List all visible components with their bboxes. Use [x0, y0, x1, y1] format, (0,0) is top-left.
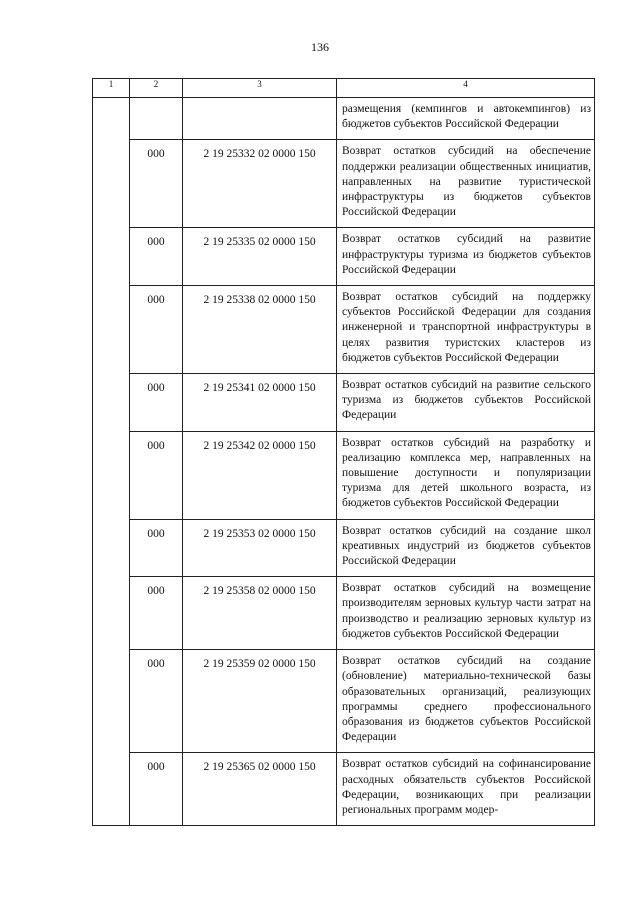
description-cell: Возврат остатков субсидий на разработку и реализацию комплекса мер, направленных на повышение доступности и популяризации туризма для детей школьного возраста, из бюджетов субъектов Российской Федерации [337, 431, 595, 519]
admin-code-cell: 000 [130, 140, 183, 228]
kbk-code-cell: 2 19 25335 02 0000 150 [183, 228, 337, 286]
admin-code-cell: 000 [130, 519, 183, 577]
column-header-row [93, 79, 595, 98]
admin-code-cell: 000 [130, 228, 183, 286]
continuation-row [93, 98, 595, 140]
description-cell: Возврат остатков субсидий на поддержку субъектов Российской Федерации для создания инженерной и транспортной инфраструктуры в целях развития туристских кластеров из бюджетов субъектов Российской Федерации [337, 286, 595, 374]
table-row [93, 753, 595, 826]
kbk-code-cell: 2 19 25341 02 0000 150 [183, 374, 337, 432]
description-cell: Возврат остатков субсидий на создание школ креативных индустрий из бюджетов субъектов Российской Федерации [337, 519, 595, 577]
table-body [93, 79, 595, 826]
admin-code-cell [130, 98, 183, 140]
admin-code-cell: 000 [130, 577, 183, 650]
description-cell: Возврат остатков субсидий на развитие сельского туризма из бюджетов субъектов Российской Федерации [337, 374, 595, 432]
description-cell: Возврат остатков субсидий на софинансирование расходных обязательств субъектов Российской Федерации, возникающих при реализации региональных программ модер- [337, 753, 595, 826]
page-number: 136 [311, 40, 329, 54]
kbk-code-cell: 2 19 25365 02 0000 150 [183, 753, 337, 826]
description-cell: размещения (кемпингов и автокемпингов) из бюджетов субъектов Российской Федерации [337, 98, 595, 140]
description-cell: Возврат остатков субсидий на создание (обновление) материально-технической базы образовательных организаций, реализующих программы среднего профессионального образования из бюджетов субъектов Российской Федерации [337, 650, 595, 753]
kbk-code-cell: 2 19 25359 02 0000 150 [183, 650, 337, 753]
budget-classification-table [92, 78, 595, 826]
admin-code-cell: 000 [130, 650, 183, 753]
kbk-code-cell [183, 98, 337, 140]
column-header-1: 1 [93, 79, 130, 98]
kbk-code-cell: 2 19 25332 02 0000 150 [183, 140, 337, 228]
description-cell: Возврат остатков субсидий на обеспечение поддержки реализации общественных инициатив, направленных на развитие туристической инфраструктуры из бюджетов субъектов Российской Федерации [337, 140, 595, 228]
admin-code-cell: 000 [130, 286, 183, 374]
kbk-code-cell: 2 19 25358 02 0000 150 [183, 577, 337, 650]
table-row [93, 519, 595, 577]
kbk-code-cell: 2 19 25353 02 0000 150 [183, 519, 337, 577]
column-header-2: 2 [130, 79, 183, 98]
kbk-code-cell: 2 19 25342 02 0000 150 [183, 431, 337, 519]
column-header-4: 4 [337, 79, 595, 98]
table-row [93, 431, 595, 519]
column-header-3: 3 [183, 79, 337, 98]
table-row [93, 374, 595, 432]
table-row [93, 286, 595, 374]
table-row [93, 140, 595, 228]
admin-code-cell: 000 [130, 374, 183, 432]
column-1-cell [93, 98, 130, 826]
kbk-code-cell: 2 19 25338 02 0000 150 [183, 286, 337, 374]
description-cell: Возврат остатков субсидий на возмещение производителям зерновых культур части затрат на производство и реализацию зерновых культур из бюджетов субъектов Российской Федерации [337, 577, 595, 650]
admin-code-cell: 000 [130, 753, 183, 826]
table-row [93, 650, 595, 753]
description-cell: Возврат остатков субсидий на развитие инфраструктуры туризма из бюджетов субъектов Российской Федерации [337, 228, 595, 286]
admin-code-cell: 000 [130, 431, 183, 519]
table-row [93, 577, 595, 650]
table-row [93, 228, 595, 286]
